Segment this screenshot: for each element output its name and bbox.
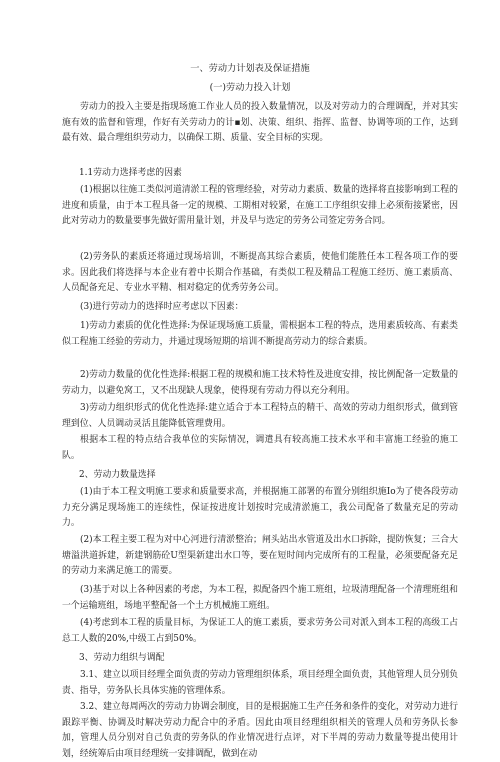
paragraph-1-1-summary: 根据本工程的特点结合我单位的实际情况，调遣具有较高施工技术水平和丰富施工经验的施工队。 xyxy=(62,435,458,461)
paragraph-2-4: (4)考虑到本工程的质量目标，为保证工人的施工素质，要求劳务公司对派入到本工程的高级工占总工人数的20%,中级工占到50%。 xyxy=(62,618,458,644)
paragraph-3-2: 3.2、建立每周两次的劳动力协调会制度，目的是根据施工生产任务和条件的变化，对劳动力进行跟踪平衡、协调及时解决劳动力配合中的矛盾。因此由项目经理组织相关的管理人员和劳务队长参加，管理人员分别对自己负责的劳务队的作业情况进行点评，对下半周的劳动力数量等提出使用计划，经统筹后由项目经理统一安排调配，做到在动 xyxy=(62,702,458,759)
paragraph-1-1-3: (3)进行劳动力的选择时应考虑以下因素： xyxy=(80,302,244,312)
paragraph-1-1-3c: 3)劳动力组织形式的优化性选择:建立适合于本工程特点的精干、高效的劳动力组织形式，做到管理到位、人员调动灵活且能降低管理费用。 xyxy=(62,403,458,429)
intro-paragraph: 劳动力的投入主要是指现场施工作业人员的投入数量情况，以及对劳动力的合理调配，并对其实施有效的监督和管理，作好有关劳动力的计▪划、决策、组织、指挥、监督、协调等项的工作，达到最有效、最合理组织劳动力，以确保工期、质量、安全目标的实现。 xyxy=(62,102,458,144)
paragraph-3-1: 3.1、建立以项目经理全面负责的劳动力管理组织体系，项目经理全面负责，其他管理人员分别负责、指导，劳务队长具体实施的管理体系。 xyxy=(62,670,458,696)
paragraph-2-2: (2)本工程主要工程为对中心河进行清淤整治；闸头站出水管道及出水口拆除，提防恢复；三合大塘溢洪道拆建，新建钢筋砼U型渠新建出水口等，要在短时间内完成所有的工程量，必须要配备充足的劳动力来满足施工的需要。 xyxy=(62,535,458,577)
heading-3: 3、劳动力组织与调配 xyxy=(79,653,165,663)
paragraph-1-1-3a: 1)劳动力素质的优化性选择:为保证现场施工质量，需根据本工程的特点，选用素质较高、有素类似工程施工经验的劳动力，并通过现场短期的培训不断提高劳动力的综合素质。 xyxy=(62,321,458,347)
paragraph-2-3: (3)基于对以上各种因素的考虑，为本工程，拟配备四个施工班组，垃圾清理配备一个清理班组和一个运输班组，场地平整配备一个土方机械施工班组。 xyxy=(62,585,458,611)
heading-1-1: 1.1劳动力选择考虑的因素 xyxy=(79,168,182,178)
heading-2: 2、劳动力数量选择 xyxy=(79,470,156,480)
paragraph-1-1-1: (1)根据以往施工类似河道清淤工程的管理经验，对劳动力素质、数量的选择将直接影响到工程的进度和质量，由于本工程具备一定的规模、工期相对较紧，在施工工序组织安排上必须衔接紧密，因此对劳动力的数量要事先做好需用量计划，并及早与选定的劳务公司签定劳务合同。 xyxy=(62,185,458,227)
subsection-title: (一)劳动力投入计划 xyxy=(209,82,291,93)
paragraph-1-1-3b: 2)劳动力数量的优化性选择:根据工程的规模和施工技术特性及进度安排，按比例配备一定数量的劳动力，以避免窝工，又不出现缺人现象，使得现有劳动力得以充分利用。 xyxy=(62,370,458,396)
section-title: 一、劳动力计划表及保证措施 xyxy=(190,63,310,74)
paragraph-2-1: (1)由于本工程文明施工要求和质量要求高，并根据施工部署的布置分别组织施Io为了使各段劳动力充分满足现场施工的连续性，保证按进度计划按时完成清淤施工，我公司配备了数量充足的劳动力。 xyxy=(62,487,458,529)
paragraph-1-1-2: (2)劳务队的素质还将通过现场培训，不断提高其综合素质，使他们能胜任本工程各项工作的要求。因此我们将选择与本企业有着中长期合作基础，有类似工程及精品工程施工经历、施工素质高、人员配备充足、专业水平精、相对稳定的优秀劳务公司。 xyxy=(62,252,458,294)
